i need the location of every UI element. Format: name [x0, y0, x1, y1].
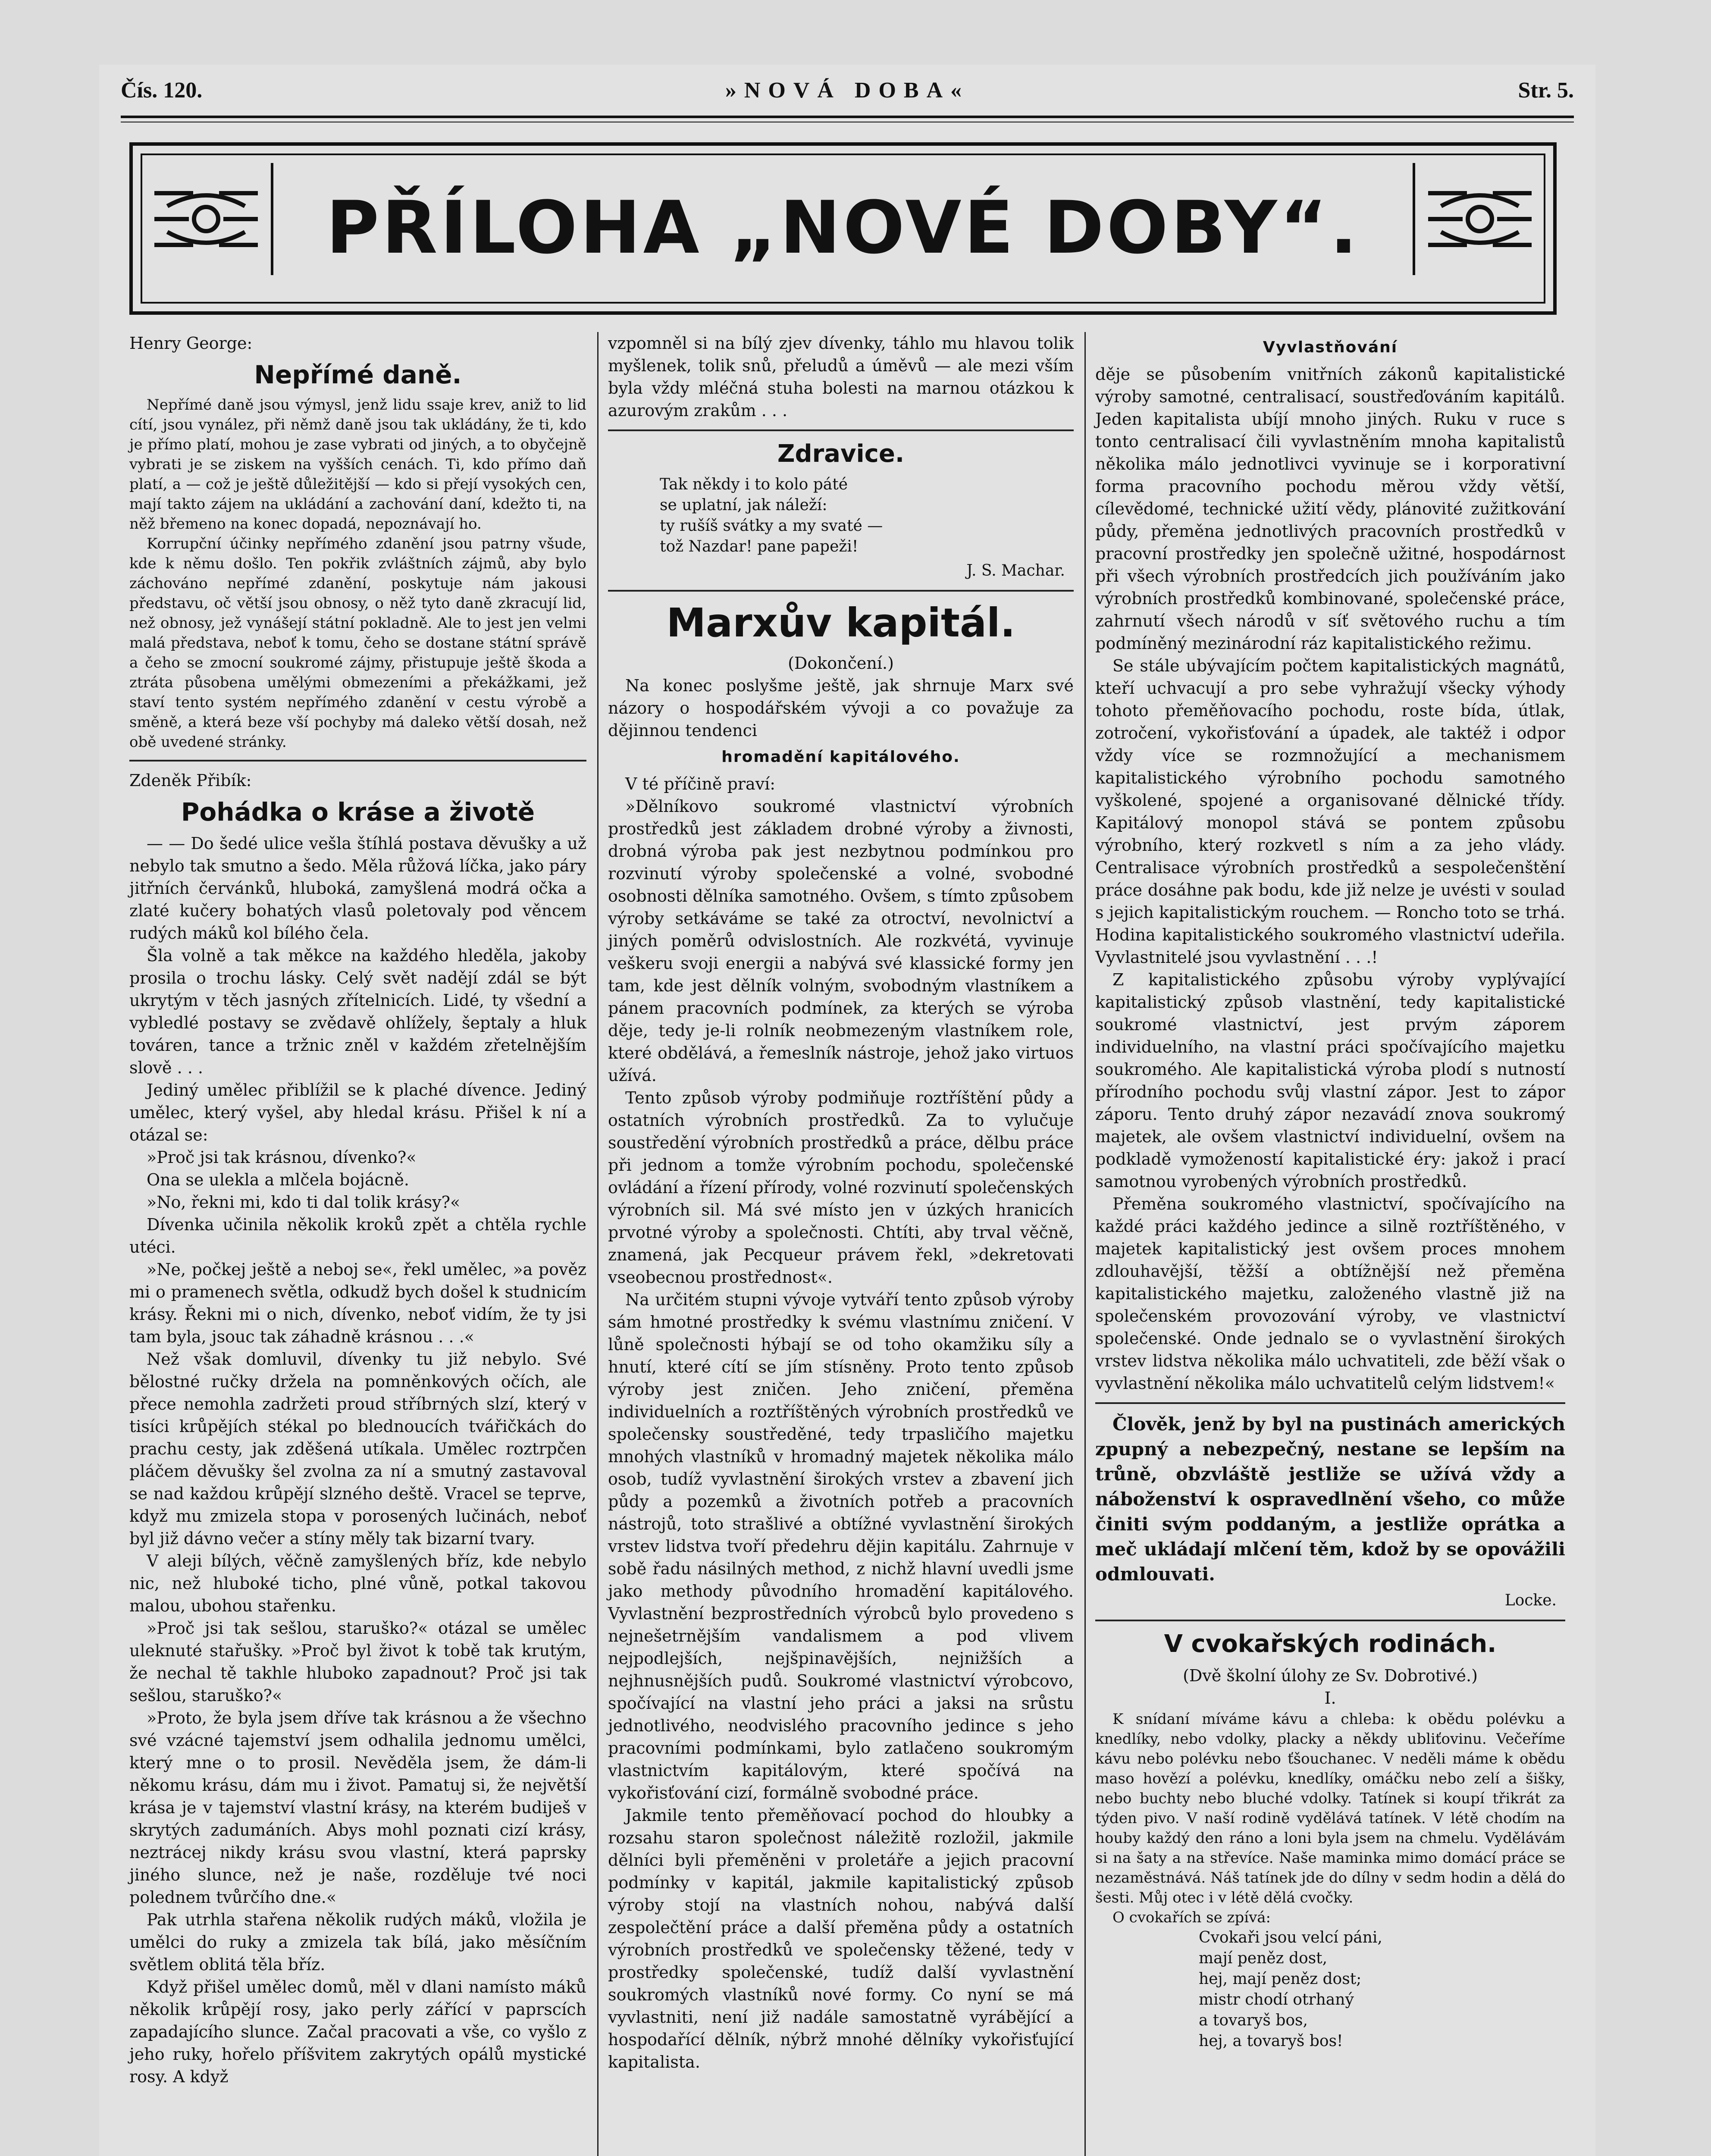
paragraph: Pak utrhla stařena několik rudých máků, vložila je umělci do ruky a zmizela tak bílá, jako měsíčním světlem oblitá těla bříz. [129, 1910, 586, 1974]
poem-line: tož Nazdar! pane papeži! [660, 538, 859, 555]
poem-line: Tak někdy i to kolo páté [660, 476, 848, 493]
poem-line: mistr chodí otrhaný [1199, 1991, 1354, 2009]
newspaper-page [99, 65, 1595, 2156]
paragraph: »Ne, počkej ještě a neboj se«, řekl umělec, »a pověz mi o pramenech světla, odkudž bych došel k studnicím krásy. Řekni mi o nich, dívenko, neboť vidím, že ty jsi tam byla, jsouc tak záhadně krásnou . . .« [129, 1260, 586, 1346]
supplement-banner [129, 142, 1557, 315]
paragraph: Se stále ubývajícím počtem kapitalistických magnátů, kteří uchvacují a pro sebe vyhražují všecky výhody tohoto přeměňovacího pochodu, roste bída, útlak, zotročení, vykořisťování a úpadek, ale taktéž i odpor vždy více se rozmnožující a mechanismem kapitalistického výrobního pochodu samotného vyškolené, spojené a organisované dělnické třídy. Kapitálový monopol stává se pontem způsobu výrobního, který rozkvetl s ním a za jeho vlády. Centralisace výrobních prostředků a sespolečenštění práce dosáhne pak bodu, kde již nelze je uvésti v soulad s jejich kapitalistickým rouchem. — Roncho toto se trhá. Hodina kapitalistického soukromého vlastnictví udeřila. Vyvlastnitelé jsou vyvlastnění . . .! [1095, 656, 1565, 967]
poem-line: Cvokaři jsou velcí páni, [1199, 1929, 1382, 1946]
article-title: Marxův kapitál. [666, 600, 1015, 646]
column-divider [597, 332, 599, 2156]
article-subtitle: (Dvě školní úlohy ze Sv. Dobrotivé.) [1183, 1666, 1478, 1685]
paragraph: Než však domluvil, dívenky tu již nebylo. Své bělostné ručky držela na pomněnkových očích, ale přece nemohla zadržeti proud stříbrných slzí, který v tisíci krůpějích stékal po blednoucích tvářičkách do prachu cesty, jak zděšená utíkala. Umělec roztrpčen pláčem děvušky šel zvolna za ní a smutný zastavoval se nad každou krůpějí slzného deště. Vracel se teprve, když mu zmizela stopa v porosených lučinách, neboť byl již dávno večer a stíny měly tak bizarní tvary. [129, 1350, 586, 1548]
poem-line: ty rušíš svátky a my svaté — [660, 517, 883, 535]
poem-line: a tovaryš bos, [1199, 2012, 1308, 2029]
paragraph: Když přišel umělec domů, měl v dlani namísto máků několik krůpějí rosy, jako perly zářící v paprscích zapadajícího slunce. Začal pracovati a vše, co vyšlo z jeho ruky, hořelo příšvitem zakrytých opálů mystické rosy. A když [129, 1977, 586, 2086]
paragraph: O cvokařích se zpívá: [1112, 1909, 1271, 1926]
paragraph: »Proč jsi tak krásnou, dívenko?« [147, 1148, 417, 1167]
poem-line: se uplatní, jak náleží: [660, 496, 827, 514]
paragraph: »Proto, že byla jsem dříve tak krásnou a že všechno své vzácné tajemství jsem odhalila jednomu umělci, který mne o to prosil. Nevěděla jsem, že dám-li někomu krásu, dám mu i život. Pamatuj si, že největší krása je v tajemství vlastní krásy, na kterém budiješ v skrytých zadumáních. Abys mohl poznati cizí krásy, neztrácej nikdy krásu svou vlastní, která paprsky jiného slunce, než je naše, rozdělujе tvé noci polednem tvůrčího dne.« [129, 1708, 586, 1907]
paragraph: Šla volně a tak měkce na každého hleděla, jakoby prosila o trochu lásky. Celý svět nadějí zdál se být ukrytým v těch jasných zřítelnicích. Lidé, ty všední a vybledlé postavy se zvědavě ohlížely, šeptaly a hluk továren, tance a tržnic zněl v každém zřetelnějším slově . . . [129, 946, 586, 1077]
article-title: Nepřímé daně. [254, 360, 462, 389]
column-1 [129, 332, 586, 2088]
article-title: Pohádka o kráse a životě [181, 797, 535, 827]
article-author: Henry George: [129, 334, 253, 353]
poem-line: hej, a tovaryš bos! [1199, 2032, 1343, 2050]
paragraph: V té příčině praví: [625, 774, 776, 793]
paragraph: Na určitém stupni vývoje vytváří tento způsob výroby sám hmotné prostředky k svému vlastnímu zničení. V lůně společnosti hýbají se od toho okamžiku síly a hnutí, které cítí se jím stísněny. Proto tento způsob výroby jest zničen. Jeho zničení, přeměna individuelních a roztříštěných výrobních prostředků ve společensky soustředěné, tedy trpasličího majetku mnohých vlastníků v hromadný majetek několika málo osob, tudíž vyvlastnění širokých vrstev a zbavení jich půdy a pozemků a životních potřeb a pracovních nástrojů, toto strašlivé a obtížné vyvlastnění širokých vrstev lidstva tvoří předehru dějin kapitálu. Zahrnuje v sobě řadu násilných method, z nichž hlavní uvedli jsme jako methody původního hromadění kapitálového. Vyvlastnění bezprostředních výrobců bylo provedeno s nejnešetrnějším vandalismem a pod vlivem nejpodlejších, nejšpinavějších, nejnižších a nejhnusnějších pudů. Soukromé vlastnictví výrobcovo, spočívající na vlastní jeho práci a jaksi na srůstu jednotlivého, neodvislého pracovního jedince s jeho pracovními podmínkami, bylo zatlačeno soukromým vlastnictvím kapitálovým, které spočívá na vykořisťování cizí, formálně svobodné práce. [608, 1290, 1074, 1802]
quote-author: Locke. [1504, 1592, 1557, 1609]
article-divider [608, 590, 1074, 592]
paragraph: děje se působením vnitřních zákonů kapitalistické výroby samotné, centralisací, soustřeďováním kapitálů. Jeden kapitalista ubíjí mnoho jiných. Ruku v ruce s tonto centralisací čili vyvlastněním mnoha kapitalistů několika málo jednotlivci vyvinuje se i korporativní forma pracovního pochodu měrou vždy větší, cílevědomé, technické užití vědy, plánovité zužitkování půdy, přeměna jednotlivých pracovních prostředků v pracovní prostředky jen společně užitné, hospodárnost při všech výrobních prostředcích jich používáním jako výrobních prostředků kombinované, společenské práce, zahrnutí všech národů v síť světového ruchu a tím podmíněný mezinárodní ráz kapitalistického režimu. [1095, 365, 1565, 653]
paragraph: Nepřímé daně jsou výmysl, jenž lidu ssaje krev, aniž to lid cítí, jsou vynález, při němž daně jsou tak ukládány, že ti, kdo je přímo platí, mohou je zase vybrati od jiných, a to obyčejně vybrati je se ziskem na vyšších cenách. Ti, kdo přímo daň platí, a — což je ještě důležitější — kdo si přejí vysokých cen, mají takto zájem na ukládání a zachování daní, kdežto ti, na něž břemeno na konec dopadá, nepoznávají ho. [129, 396, 586, 533]
page-number: Str. 5. [1518, 78, 1574, 103]
paragraph: K snídaní míváme kávu a chleba: k obědu polévku a knedlíky, nebo vdolky, placky a někdy ubliťovinu. Večeříme kávu nebo polévku nebo ťšouchanec. V neděli máme k obědu maso hovězí a polévku, knedlíky, omáčku nebo zelí a šišky, nebo buchty nebo bluché vdolky. Tatínek si koupí třikrát za týden pivo. V naší rodině vydělává tatínek. V létě chodím na houby každý den ráno a loni byla jsem na chmelu. Vydělávám si na šaty a na střevíce. Naše maminka mimo domácí práce se nezaměstnává. Náš tatínek jde do dílny v sedm hodin a dělá do šesti. Můj otec i v létě dělá cvočky. [1095, 1711, 1565, 1906]
paragraph: »Proč jsi tak sešlou, staruško?« otázal se umělec uleknuté stařušky. »Proč byl život k tobě tak krutým, že nechal tě takhle hluboko zapadnout? Proč jsi tak sešlou, staruško?« [129, 1619, 586, 1705]
article-divider [1095, 1402, 1565, 1404]
issue-number: Čís. 120. [121, 78, 203, 103]
header-rule [121, 116, 1574, 118]
poem-title: Zdravice. [777, 440, 905, 468]
page-header [121, 78, 1574, 116]
article-divider [129, 760, 586, 761]
article-author: Zdeněk Přibík: [129, 771, 252, 790]
section-heading: Vyvlastňování [1263, 338, 1398, 356]
poem-line: mají peněz dost, [1199, 1949, 1328, 1967]
column-2 [608, 332, 1074, 2073]
paragraph: Na konec poslyšme ještě, jak shrnuje Marx své názory o hospodářském vývoji a co považuje za dějinnou tendenci [608, 676, 1074, 740]
paragraph: Jediný umělec přiblížil se k plaché dívence. Jediný umělec, který vyšel, aby hledal krásu. Přišel k ní a otázal se: [129, 1081, 586, 1144]
column-3 [1095, 332, 1565, 2052]
paper-name: »NOVÁ DOBA« [725, 78, 970, 103]
ornament-left-icon [141, 163, 273, 275]
paragraph: Korrupční účinky nepřímého zdanění jsou patrny všude, kde k němu došlo. Ten pokřik zvláštních zájmů, aby bylo záchováno nepřímé zdanění, poskytuje nám jakousi představu, oč větší jsou obnosy, o něž tyto daně zkracují lid, než obnosy, jež vynášejí státní pokladně. Ale to jest jen velmi malá představa, neboť k tomu, čeho se dostane státní správě a čeho se zmocní soukromé zájmy, přistupuje ještě škoda a ztráta působena umělými obmezeními a překážkami, jež staví tento systém nepřímého zdanění v cestu výrobě a směně, a která beze vší pochyby má daleko větší dosah, než obě uvedené stránky. [129, 535, 586, 751]
article-subtitle: (Dokončení.) [788, 654, 894, 673]
poem-author: J. S. Machar. [966, 562, 1065, 580]
paragraph: Tento způsob výroby podmiňuje roztříštění půdy a ostatních výrobních prostředků. Za to vylučuje soustředění výrobních prostředků a práce, dělbu práce při jednom a tomže výrobním pochodu, společenské ovládání a řízení přírody, volné rozvinutí společenských výrobních sil. Má své místo jen v úzkých hranicích prvotné výroby a společnosti. Chtíti, aby trval věčně, znamená, jak Pecqueur právem řekl, »dekretovati vseobecnou prostřednost«. [608, 1088, 1074, 1287]
article-divider [1095, 1620, 1565, 1621]
paragraph: vzpomněl si na bílý zjev dívenky, táhlo mu hlavou tolik myšlenek, tolik snů, přeludů a úměvů — ale mezi vším byla vždy mléčná stuha bolesti na marnou otázkou k azurovým zrakům . . . [608, 334, 1074, 420]
article-title: V cvokařských rodinách. [1164, 1630, 1497, 1658]
article-divider [608, 429, 1074, 431]
column-divider [1084, 332, 1086, 2156]
supplement-title: PŘÍLOHA „NOVÉ DOBY“. [326, 185, 1360, 270]
paragraph: »No, řekni mi, kdo ti dal tolik krásy?« [147, 1193, 461, 1212]
paragraph: Dívenka učinila několik kroků zpět a chtěla rychle utéci. [129, 1215, 586, 1257]
paragraph: Přeměna soukromého vlastnictví, spočívajícího na každé práci každého jedince a silně roztříštěného, v majetek kapitalistický jest ovšem proces mnohem zdlouhavější, těžší a obtížnější než přeměna kapitalistického majetku, založeného vlastně již na společenském provozování výroby, ve vlastnictví společenské. Onde jednalo se o vyvlastnění širokých vrstev lidstva několika málo uchvatiteli, zde běží však o vyvlastnění několika málo uchvatitelů celým lidstvem!« [1095, 1194, 1565, 1393]
paragraph: V aleji bílých, věčně zamyšlených bříz, kde nebylo nic, než hluboké ticho, plné vůně, potkal takovou malou, ubohou stařenku. [129, 1551, 586, 1615]
paragraph: Z kapitalistického způsobu výroby vyplývající kapitalistický způsob vlastnění, tedy kapitalistické soukromé vlastnictví, jest prvým záporem individuelního, na vlastní práci spočívajícího majetku soukromého. Ale kapitalistická výroba plodí s nutností přírodního pochodu svůj vlastní zápor. Jest to zápor záporu. Tento druhý zápor nezavádí znova soukromý majetek, ale ovšem vlastnictví individuelní, ovšem na podkladě vymožeností kapitalistické éry: jakož i prací samotnou vyrobených výrobních prostředků. [1095, 970, 1565, 1191]
paragraph: Jakmile tento přeměňovací pochod do hloubky a rozsahu staron společnost náležitě rozložil, jakmile dělníci byli přeměněni v proletáře a jejich pracovní podmínky v kapitál, jakmile kapitalistický způsob výroby stojí na vlastních nohou, nabývá další zespolečtění práce a další přeměna půdy a ostatních výrobních prostředků ve společensky těžené, tedy v prostředky společenské, tudíž další vyvlastnění soukromých vlastníků nové formy. Co nyní se má vyvlastniti, není již nadále samostatně vyrábějící a hospodařící dělník, nýbrž mnohé dělníky vykořisťující kapitalista. [608, 1806, 1074, 2071]
section-heading: hromadění kapitálového. [721, 748, 960, 766]
poem-line: hej, mají peněz dost; [1199, 1970, 1362, 1988]
quote: Člověk, jenž by byl na pustinách amerických zpupný a nebezpečný, nestane se lepším na trůně, obzvláště jestliže se užívá vždy a náboženství k ospravedlnění všeho, co může činiti svým poddaným, a jestliže oprátka a meč ukládají mlčení těm, kdož by se opovážili odmlouvati. [1095, 1413, 1565, 1585]
paragraph: — — Do šedé ulice vešla štíhlá postava děvušky a už nebylo tak smutno a šedo. Měla růžová líčka, jako páry jitřních červánků, hluboká, zamyšlená modrá očka a zlaté kučery bohatých vlasů poletovaly pod věncem rudých máků kol bílého čela. [129, 834, 586, 943]
ornament-right-icon [1413, 163, 1545, 275]
section-number: I. [1324, 1689, 1336, 1708]
paragraph: »Dělníkovo soukromé vlastnictví výrobních prostředků jest základem drobné výroby a živnosti, drobná výroba pak jest nezbytnou podmínkou pro rozvinutí výroby společenské a volné, svobodné osobnosti dělníka samotného. Ovšem, s tímto způsobem výroby setkáváme se také za otroctví, nevolnictví a jiných poměrů odvislostních. Ale rozkvétá, vyvinuje veškeru svoji energii a nabývá své klassické formy jen tam, kde jest dělník volným, svobodným vlastníkem a pánem pracovních podmínek, za kterých se výroba děje, tedy je-li rolník neobmezeným vlastníkem role, které obdělává, a řemeslník nástroje, jehož jako virtuos užívá. [608, 797, 1074, 1085]
paragraph: Ona se ulekla a mlčela bojácně. [147, 1170, 410, 1189]
